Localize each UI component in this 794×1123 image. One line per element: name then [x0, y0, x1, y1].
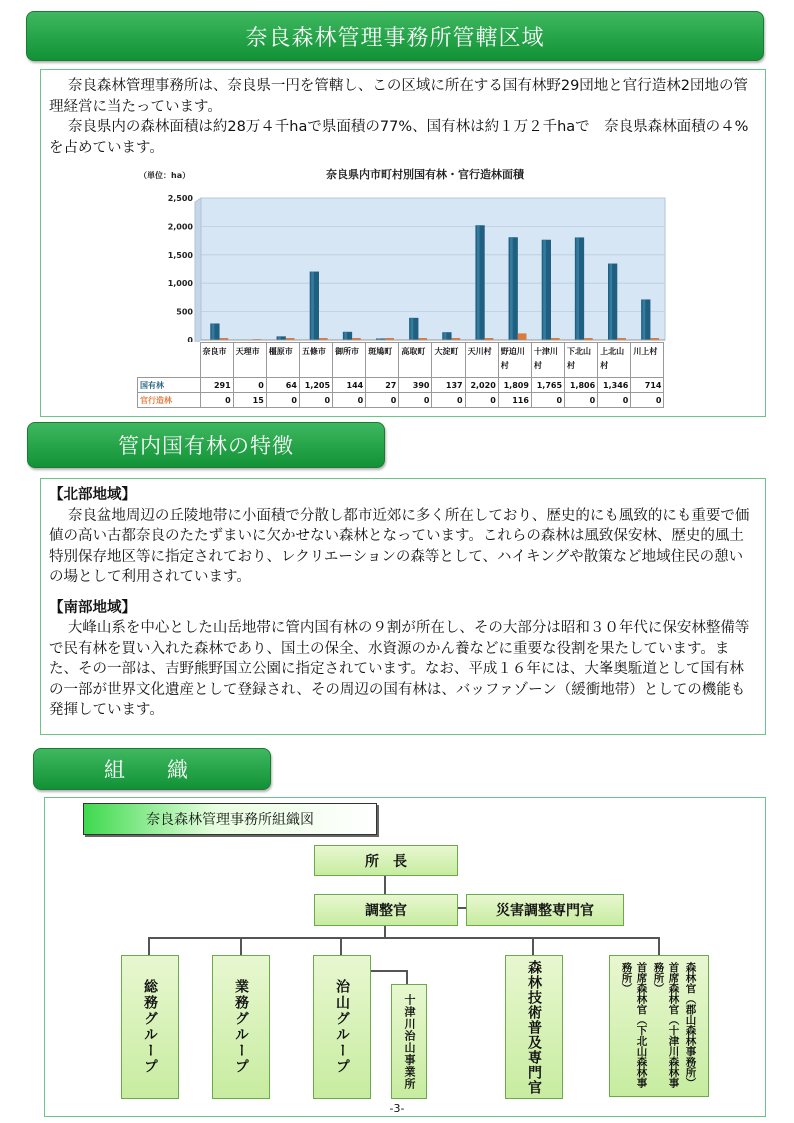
table-value-cell: 0: [465, 393, 498, 408]
table-category-cell: 斑鳩町: [366, 343, 399, 378]
connector-line: [240, 937, 242, 955]
chart-title: 奈良県内市町村別国有林・官行造林面積: [326, 168, 524, 181]
table-category-cell: 下北山村: [565, 343, 598, 378]
table-category-cell: 橿原市: [266, 343, 299, 378]
y-tick-label: 2,000: [167, 222, 193, 232]
section-header-organization: [33, 748, 271, 790]
table-value-cell: 0: [399, 393, 432, 408]
north-heading: 【北部地域】: [49, 487, 136, 503]
table-value-cell: 1,809: [498, 378, 531, 393]
y-tick-label: 1,500: [167, 250, 193, 260]
connector-line: [148, 937, 150, 955]
features-panel: [40, 478, 766, 735]
org-box-gijutsu: [505, 955, 563, 1099]
table-value-cell: 0: [631, 393, 664, 408]
org-kan3-text: 森林官（郡山森林事務所）: [684, 962, 697, 1088]
org-totsukawa-office-text: 十津川治山事業所: [403, 993, 416, 1090]
org-soumu-text: 総務グループ: [142, 979, 158, 1075]
org-disaster-text: 災害調整専門官: [496, 903, 594, 919]
connector-line: [148, 937, 660, 939]
bar-highlight: [477, 225, 480, 340]
y-tick-label: 0: [187, 336, 193, 342]
org-box-chisan: [313, 955, 371, 1099]
table-value-cell: 64: [266, 378, 299, 393]
table-value-cell: 2,020: [465, 378, 498, 393]
bar-chart: [135, 164, 667, 407]
table-series-label: 国有林: [138, 378, 201, 393]
org-director-text: 所 長: [365, 853, 407, 870]
org-chart-title-text: 奈良森林管理事務所組織図: [146, 812, 314, 828]
page-number: -3-: [389, 1102, 405, 1115]
connector-line: [340, 937, 342, 955]
table-value-cell: 1,346: [598, 378, 631, 393]
table-value-cell: 144: [333, 378, 366, 393]
y-tick-label: 2,500: [167, 194, 193, 203]
org-box-coordinator: [314, 894, 458, 926]
org-box-soumu: [121, 955, 179, 1099]
section-title: 管内国有林の特徴: [118, 434, 294, 458]
table-category-cell: 御所市: [333, 343, 366, 378]
table-value-cell: 1,205: [299, 378, 332, 393]
bar-highlight: [444, 332, 447, 340]
south-text: 大峰山系を中心とした山岳地帯に管内国有林の９割が所在し、その大部分は昭和３０年代に保安林整備等で民有林を買い入れた森林であり、国土の保全、水資源のかん養などに重要な役割を果たしています。また、その一部は、吉野熊野国立公園に指定されています。なお、平成１６年には、大峯奥駈道として国有林の一部が世界文化遺産として登録され、その周辺の国有林は、バッファゾーン（緩衝地帯）としての機能も発揮しています。: [49, 620, 750, 718]
connector-line: [384, 874, 386, 894]
table-value-cell: 15: [233, 393, 266, 408]
table-category-cell: 川上村: [631, 343, 664, 378]
table-value-cell: 137: [432, 378, 465, 393]
org-box-disaster: [466, 894, 624, 926]
table-corner: [138, 343, 201, 378]
chart-svg: [135, 164, 667, 342]
table-category-cell: 大淀町: [432, 343, 465, 378]
org-chisan-text: 治山グループ: [334, 979, 350, 1075]
features-text: [49, 485, 757, 721]
table-series-label: 官行造林: [138, 393, 201, 408]
table-value-cell: 0: [299, 393, 332, 408]
table-value-cell: 1,765: [531, 378, 564, 393]
y-tick-label: 500: [176, 307, 193, 317]
section-header-jurisdiction: [26, 11, 764, 61]
bar-highlight: [311, 272, 314, 340]
bar-highlight: [411, 318, 414, 340]
table-value-cell: 116: [498, 393, 531, 408]
table-value-cell: 0: [598, 393, 631, 408]
bar-highlight: [543, 240, 546, 340]
table-value-cell: 0: [565, 393, 598, 408]
connector-line: [368, 970, 408, 972]
table-category-cell: 高取町: [399, 343, 432, 378]
table-category-cell: 野迫川村: [498, 343, 531, 378]
org-box-forest-officers: [609, 955, 709, 1097]
south-heading: 【南部地域】: [49, 599, 136, 616]
connector-line: [532, 937, 534, 955]
table-value-cell: 390: [399, 378, 432, 393]
intro-text: [49, 76, 757, 158]
table-value-cell: 0: [200, 393, 233, 408]
table-value-cell: 714: [631, 378, 664, 393]
org-kan1-text: 首席森林官（下北山森林事務所）: [620, 962, 648, 1088]
y-tick-label: 1,000: [167, 279, 193, 289]
connector-line: [406, 970, 408, 984]
table-category-cell: 十津川村: [531, 343, 564, 378]
table-category-cell: 奈良市: [200, 343, 233, 378]
table-category-cell: 五條市: [299, 343, 332, 378]
bar-highlight: [576, 237, 579, 340]
chart-unit-label: （単位：ha）: [139, 171, 191, 180]
org-chart-title: [83, 803, 377, 835]
org-box-totsukawa-office: [391, 984, 427, 1099]
bar-kokuyurin: [542, 240, 551, 340]
table-value-cell: 0: [233, 378, 266, 393]
table-value-cell: 291: [200, 378, 233, 393]
north-text: 奈良盆地周辺の丘陵地帯に小面積で分散し都市近郊に多く所在しており、歴史的にも風致的にも重要で価値の高い古都奈良のたたずまいに欠かせない森林となっています。これらの森林は風致保安林、歴史的風土特別保存地区等に指定されており、レクリエーションの森等として、ハイキングや散策など地域住民の憩いの場として利用されています。: [49, 507, 750, 585]
table-value-cell: 0: [432, 393, 465, 408]
section-title: 組 織: [104, 758, 188, 782]
table-value-cell: 27: [366, 378, 399, 393]
table-value-cell: 1,806: [565, 378, 598, 393]
bar-highlight: [643, 299, 646, 340]
table-category-cell: 天川村: [465, 343, 498, 378]
bar-highlight: [278, 336, 281, 340]
org-kan2-text: 首席森林官（十津川森林事務所）: [652, 962, 680, 1088]
bar-highlight: [212, 323, 215, 340]
section-header-features: [27, 422, 385, 468]
org-gijutsu-text: 森林技術普及専門官: [526, 959, 542, 1095]
org-coordinator-text: 調整官: [365, 903, 407, 919]
table-value-cell: 0: [266, 393, 299, 408]
chart-data-table: [137, 342, 664, 408]
table-category-cell: 天理市: [233, 343, 266, 378]
org-box-director: [314, 845, 458, 876]
intro-paragraph-1: 奈良森林管理事務所は、奈良県一円を管轄し、この区域に所在する国有林野29団地と官行造林2団地の管理経営に当たっています。: [49, 78, 749, 115]
connector-line: [384, 924, 386, 938]
intro-paragraph-2: 奈良県内の森林面積は約28万４千haで県面積の77%、国有林は約１万２千haで 奈良県森林面積の４%を占めています。: [49, 119, 749, 156]
plot-area: [201, 198, 665, 340]
bar-kokuyurin: [310, 272, 319, 340]
org-gyoumu-text: 業務グループ: [233, 979, 249, 1075]
bar-highlight: [609, 264, 612, 340]
bar-highlight: [510, 237, 513, 340]
bar-highlight: [344, 332, 347, 340]
table-category-cell: 上北山村: [598, 343, 631, 378]
org-box-gyoumu: [212, 955, 270, 1099]
table-value-cell: 0: [531, 393, 564, 408]
plot-wall: [195, 198, 201, 342]
connector-line: [658, 937, 660, 955]
table-value-cell: 0: [366, 393, 399, 408]
table-value-cell: 0: [333, 393, 366, 408]
section-title: 奈良森林管理事務所管轄区域: [245, 25, 545, 51]
bar-kangyou-zourin: [518, 333, 527, 340]
